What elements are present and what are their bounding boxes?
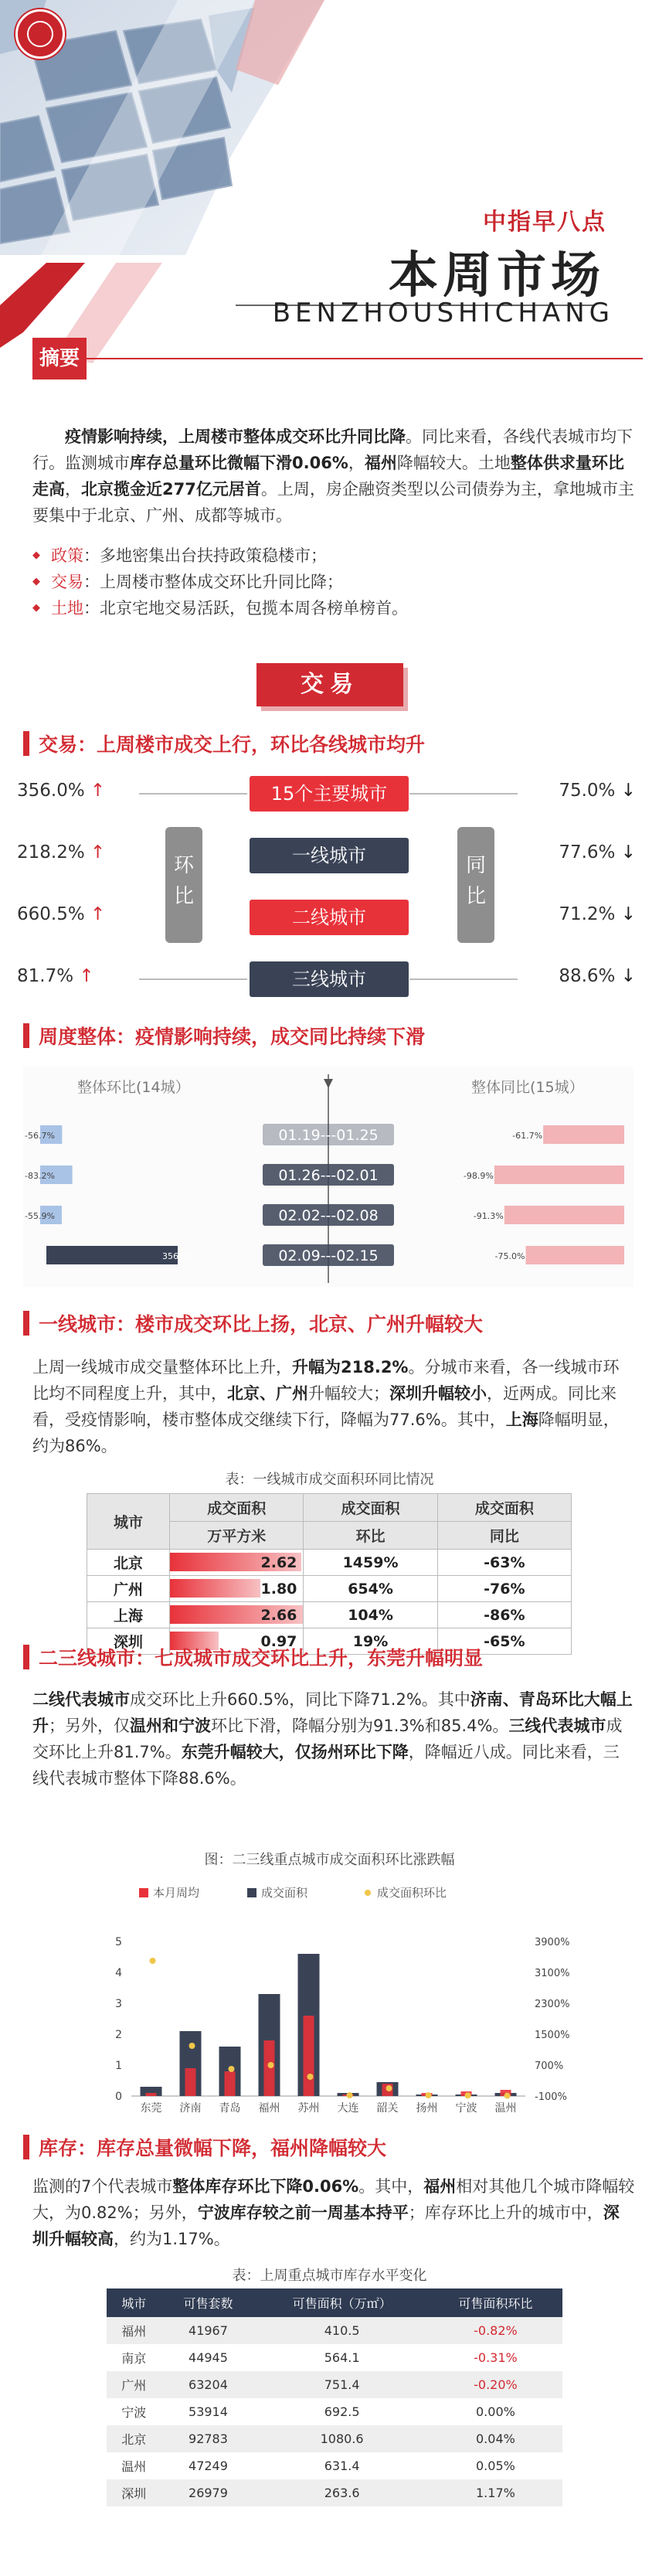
point-mom (465, 2092, 471, 2098)
weekly-left-label: -56.7% (25, 1131, 55, 1141)
y-tick-label: 5 (115, 1936, 122, 1948)
th-yoy: 成交面积 (437, 1494, 571, 1522)
inv-cell-units: 53914 (161, 2398, 256, 2425)
inv-cell-area: 263.6 (255, 2479, 428, 2506)
y2-tick-label: 3900% (535, 1937, 570, 1948)
summary-paragraph: 疫情影响持续，上周楼市整体成交环比升同比降。同比来看，各线代表城市均下行。监测城市库存总量环比微幅下滑0.06%，福州降幅较大。土地整体供求量环比走高，北京揽金近277亿元居首。上周，房企融资类型以公司债券为主，拿地城市主要集中于北京、广州、成都等城市。 (32, 427, 634, 525)
weekly-left-bar (46, 1246, 178, 1264)
weekly-left-label: 356.0% (162, 1251, 195, 1261)
legend-swatch (139, 1888, 148, 1897)
inv-cell-city: 南京 (107, 2344, 161, 2371)
y2-tick-label: 700% (535, 2060, 564, 2072)
bar-weekly-avg (146, 2093, 157, 2096)
legend-label: 成交面积 (261, 1886, 308, 1900)
inv-cell-city: 北京 (107, 2425, 161, 2452)
tier-box-tier1: 一线城市 (250, 838, 409, 873)
point-mom (347, 2092, 353, 2098)
inv-cell-mom: -0.31% (429, 2344, 562, 2371)
weekly-right-label: -75.0% (494, 1251, 525, 1261)
table-row (107, 2452, 562, 2479)
summary-bullets (32, 543, 635, 621)
tier-box-tier2: 二线城市 (250, 900, 409, 935)
inv-cell-city: 温州 (107, 2452, 161, 2479)
header-subtitle: 中指早八点 (483, 209, 606, 236)
inventory-table-caption: 表：上周重点城市库存水平变化 (232, 2268, 427, 2284)
tier1-paragraph: 上周一线城市成交量整体环比上升，升幅为218.2%。分城市来看，各一线城市环比均不同程度上升，其中，北京、广州升幅较大；深圳升幅较小，近两成。同比来看，受疫情影响，楼市整体成交继续下行，降幅为77.6%。其中，上海降幅明显，约为86%。 (32, 1358, 620, 1455)
table-row (107, 2425, 562, 2452)
table-row (107, 2479, 562, 2506)
th-inv-mom: 可售面积环比 (429, 2288, 562, 2317)
legend-swatch (365, 1890, 371, 1896)
inventory-table (107, 2288, 562, 2506)
area-bar (170, 1579, 260, 1598)
summary-divider (87, 358, 643, 359)
th-city: 城市 (87, 1494, 170, 1550)
x-tick-label: 福州 (258, 2102, 280, 2115)
table-row: 上海 2.66 104% -86% (87, 1602, 572, 1628)
mom-side-label: 环比 (165, 827, 202, 943)
table-row: 北京 2.62 1459% -63% (87, 1550, 572, 1576)
weekly-chart (23, 1067, 634, 1287)
x-tick-label: 东莞 (140, 2102, 162, 2115)
y-tick-label: 3 (115, 1998, 122, 2010)
trade-subheading: 交易：上周楼市成交上行，环比各线城市均升 (23, 727, 641, 761)
weekly-right-bar (526, 1246, 625, 1264)
inv-cell-city: 广州 (107, 2371, 161, 2398)
legend-label: 本月周均 (153, 1886, 200, 1900)
inv-cell-units: 44945 (161, 2344, 256, 2371)
point-mom (426, 2092, 432, 2098)
th-area-unit: 万平方米 (170, 1522, 304, 1550)
inv-cell-mom: -0.20% (429, 2371, 562, 2398)
tier23-subheading: 二三线城市：七成城市成交环比上升，东莞升幅明显 (23, 1640, 641, 1674)
table-row: 深圳 0.97 19% -65% (87, 1628, 572, 1655)
y-tick-label: 4 (115, 1967, 122, 1979)
bar-weekly-avg (264, 2040, 275, 2096)
weekly-right-bar (543, 1125, 624, 1144)
y2-tick-label: 3100% (535, 1968, 570, 1979)
inv-cell-area: 692.5 (255, 2398, 428, 2425)
inv-cell-city: 福州 (107, 2317, 161, 2344)
table-row (107, 2317, 562, 2344)
x-tick-label: 苏州 (297, 2102, 320, 2115)
header-pinyin: BENZHOUSHICHANG (272, 298, 614, 328)
header-title: 本周市场 (389, 247, 605, 305)
legend-swatch (247, 1888, 256, 1897)
weekly-left-label: -55.9% (25, 1211, 55, 1221)
weekly-week-label: 02.09---02.15 (278, 1247, 379, 1264)
table-row (107, 2398, 562, 2425)
legend-label: 成交面积环比 (377, 1886, 447, 1900)
bullet-land: ◆ 土地：北京宅地交易活跃，包揽本周各榜单榜首。 (32, 595, 635, 621)
inv-cell-city: 深圳 (107, 2479, 161, 2506)
inv-cell-area: 410.5 (255, 2317, 428, 2344)
y-tick-label: 0 (115, 2091, 122, 2103)
weekly-axis-marker (324, 1079, 333, 1088)
weekly-right-label: -98.9% (463, 1171, 494, 1181)
bar-weekly-avg (304, 2016, 314, 2096)
tier-box-15-cities: 15个主要城市 (250, 776, 409, 812)
inv-cell-mom: 0.04% (429, 2425, 562, 2452)
th-mom: 成交面积 (304, 1494, 437, 1522)
tier1-table-caption: 表：一线城市成交面积环同比情况 (225, 1472, 434, 1488)
bullet-policy: ◆ 政策：多地密集出台扶持政策稳楼市； (32, 543, 635, 569)
tier1-subheading: 一线城市：楼市成交环比上扬，北京、广州升幅较大 (23, 1306, 641, 1340)
table-row (107, 2371, 562, 2398)
inv-cell-area: 751.4 (255, 2371, 428, 2398)
weekly-subheading: 周度整体：疫情影响持续，成交同比持续下滑 (23, 1019, 641, 1053)
header-banner (0, 0, 659, 363)
tier1-table (87, 1493, 572, 1655)
weekly-right-label: -91.3% (473, 1211, 504, 1221)
company-logo (15, 9, 65, 59)
x-tick-label: 扬州 (416, 2102, 438, 2115)
weekly-right-label: -61.7% (512, 1131, 543, 1141)
table-row (107, 2344, 562, 2371)
summary-heading (0, 336, 659, 384)
inv-cell-units: 41967 (161, 2317, 256, 2344)
y2-tick-label: -100% (535, 2091, 567, 2103)
inv-cell-area: 1080.6 (255, 2425, 428, 2452)
y2-tick-label: 2300% (535, 1999, 570, 2010)
inv-cell-area: 631.4 (255, 2452, 428, 2479)
th-inv-area: 可售面积（万㎡） (255, 2288, 428, 2317)
inv-cell-mom: 0.00% (429, 2398, 562, 2425)
weekly-week-label: 01.19---01.25 (278, 1127, 379, 1144)
table-row: 广州 1.80 654% -76% (87, 1576, 572, 1602)
inv-cell-area: 564.1 (255, 2344, 428, 2371)
x-tick-label: 韶关 (376, 2102, 399, 2115)
weekly-right-title: 整体同比(15城） (471, 1079, 584, 1096)
summary-tag: 摘要 (32, 338, 87, 379)
bar-weekly-avg (185, 2068, 196, 2096)
trade-banner: 交易 (256, 663, 403, 706)
weekly-left-label: -83.2% (25, 1171, 55, 1181)
inventory-paragraph: 监测的7个代表城市整体库存环比下降0.06%。其中，福州相对其他几个城市降幅较大，为0.82%；另外，宁波库存较之前一周基本持平；库存环比上升的城市中，深圳升幅较高，约为1.17%。 (32, 2177, 635, 2248)
point-mom (307, 2074, 314, 2080)
y2-tick-label: 1500% (535, 2030, 570, 2041)
inv-cell-units: 26979 (161, 2479, 256, 2506)
th-inv-city: 城市 (107, 2288, 161, 2317)
y-tick-label: 1 (115, 2060, 122, 2072)
point-mom (150, 1958, 156, 1964)
weekly-left-title: 整体环比(14城） (77, 1079, 190, 1096)
th-mom-sub: 环比 (304, 1522, 437, 1550)
point-mom (189, 2043, 195, 2049)
inv-cell-units: 63204 (161, 2371, 256, 2398)
point-mom (386, 2085, 392, 2091)
bullet-trade: ◆ 交易：上周楼市整体成交环比升同比降； (32, 569, 635, 595)
x-tick-label: 大连 (337, 2102, 359, 2115)
tier-box-tier3: 三线城市 (250, 961, 409, 997)
inv-cell-units: 47249 (161, 2452, 256, 2479)
tier-row-tier1: 218.2% ↑ 一线城市 77.6% ↓ (0, 836, 659, 875)
weekly-week-label: 02.02---02.08 (278, 1207, 379, 1224)
point-mom (504, 2093, 511, 2099)
inv-cell-units: 92783 (161, 2425, 256, 2452)
tier-row-tier3: 81.7% ↑ 三线城市 88.6% ↓ (0, 960, 659, 999)
tier-row-tier2: 660.5% ↑ 二线城市 71.2% ↓ (0, 898, 659, 937)
inv-cell-mom: 1.17% (429, 2479, 562, 2506)
x-tick-label: 青岛 (219, 2102, 241, 2115)
weekly-right-bar (504, 1206, 624, 1224)
inv-cell-mom: -0.82% (429, 2317, 562, 2344)
combo-chart-title: 图：二三线重点城市成交面积环比涨跌幅 (204, 1852, 455, 1868)
th-yoy-sub: 同比 (437, 1522, 571, 1550)
inventory-subheading: 库存：库存总量微幅下降，福州降幅较大 (23, 2130, 641, 2164)
combo-chart-svg (85, 1872, 579, 2119)
x-tick-label: 济南 (179, 2102, 202, 2115)
point-mom (229, 2066, 235, 2072)
th-area: 成交面积 (170, 1494, 304, 1522)
yoy-side-label: 同比 (457, 827, 494, 943)
bar-weekly-avg (225, 2071, 236, 2096)
x-tick-label: 宁波 (455, 2102, 477, 2115)
weekly-right-bar (494, 1165, 624, 1184)
point-mom (268, 2062, 274, 2068)
th-inv-units: 可售套数 (161, 2288, 256, 2317)
x-tick-label: 温州 (494, 2102, 517, 2115)
weekly-chart-svg (23, 1067, 634, 1287)
y-tick-label: 2 (115, 2029, 122, 2041)
tier23-paragraph: 二线代表城市成交环比上升660.5%，同比下降71.2%。其中济南、青岛环比大幅上升；另外，仅温州和宁波环比下滑，降幅分别为91.3%和85.4%。三线代表城市成交环比上升81.7%。东莞升幅较大，仅扬州环比下降，降幅近八成。同比来看，三线代表城市整体下降88.6%。 (32, 1690, 633, 1788)
combo-chart (85, 1872, 579, 2119)
inv-cell-mom: 0.05% (429, 2452, 562, 2479)
inv-cell-city: 宁波 (107, 2398, 161, 2425)
tier-row-15-cities: 356.0% ↑ 15个主要城市 75.0% ↓ (0, 774, 659, 813)
weekly-week-label: 01.26---02.01 (278, 1167, 379, 1184)
